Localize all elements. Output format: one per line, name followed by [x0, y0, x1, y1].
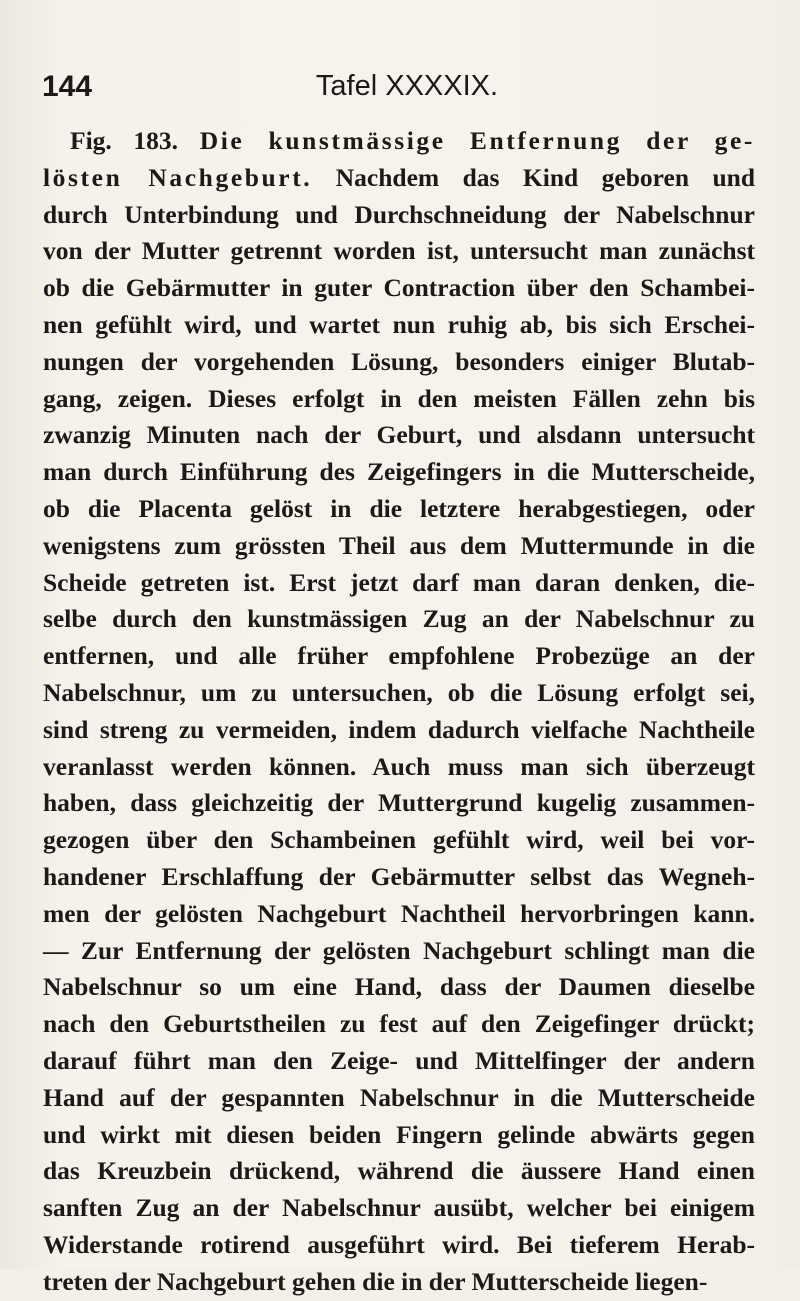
text-line: zwanzig Minuten nach der Geburt, und alsdann untersucht	[43, 420, 755, 450]
text-line: selbe durch den kunstmässigen Zug an der Nabelschnur zu	[43, 604, 755, 634]
text-line: das Kreuzbein drückend, während die äussere Hand einen	[43, 1156, 755, 1186]
text-line: gang, zeigen. Dieses erfolgt in den meisten Fällen zehn bis	[43, 383, 755, 413]
text-line: Nabelschnur so um eine Hand, dass der Daumen dieselbe	[43, 972, 755, 1002]
text-line: Nabelschnur, um zu untersuchen, ob die Lösung erfolgt sei,	[43, 677, 755, 707]
text-line: Widerstande rotirend ausgeführt wird. Bei tieferem Herab-	[43, 1229, 755, 1259]
text-line: und wirkt mit diesen beiden Fingern gelinde abwärts gegen	[43, 1119, 755, 1149]
text-line: darauf führt man den Zeige- und Mittelfinger der andern	[43, 1045, 755, 1075]
text-line: treten der Nachgeburt gehen die in der Mutterscheide liegen-	[43, 1266, 708, 1296]
text-line: nen gefühlt wird, und wartet nun ruhig ab, bis sich Erschei-	[43, 309, 755, 339]
text-line: gezogen über den Schambeinen gefühlt wird, weil bei vor-	[43, 825, 755, 855]
text-line: Scheide getreten ist. Erst jetzt darf man daran denken, die-	[43, 567, 755, 597]
text-line	[43, 123, 755, 160]
text-line: Hand auf der gespannten Nabelschnur in die Mutterscheide	[43, 1082, 755, 1112]
text-line: handener Erschlaffung der Gebärmutter selbst das Wegneh-	[43, 861, 755, 891]
text-line: von der Mutter getrennt worden ist, untersucht man zunächst	[43, 236, 755, 266]
text-line: wenigstens zum grössten Theil aus dem Muttermunde in die	[43, 530, 755, 560]
text-line: entfernen, und alle früher empfohlene Probezüge an der	[43, 641, 755, 671]
section-title-part-2: lösten Nachgeburt.	[43, 162, 313, 192]
running-title: Tafel XXXXIX.	[315, 70, 499, 102]
text-line: — Zur Entfernung der gelösten Nachgeburt schlingt man die	[43, 935, 755, 965]
text-line: veranlasst werden können. Auch muss man sich überzeugt	[43, 751, 755, 781]
text-line: ob die Gebärmutter in guter Contraction über den Schambei-	[43, 273, 755, 303]
text-line: man durch Einführung des Zeigefingers in die Mutterscheide,	[43, 457, 755, 487]
text-line: men der gelösten Nachgeburt Nachtheil hervorbringen kann.	[43, 898, 755, 928]
text-line: ob die Placenta gelöst in die letztere herabgestiegen, oder	[43, 493, 755, 523]
paragraph-figure-183	[43, 123, 755, 1301]
text-line: nach den Geburtstheilen zu fest auf den Zeigefinger drückt;	[43, 1009, 755, 1039]
page-header	[42, 70, 752, 110]
line-text: Nachdem das Kind geboren und	[335, 162, 756, 192]
text-line: sind streng zu vermeiden, indem dadurch vielfache Nachtheile	[43, 714, 755, 744]
section-title-part-1: Die kunstmässige Entfernung der ge-	[199, 126, 756, 155]
page-number: 144	[42, 70, 93, 103]
figure-label: Fig. 183.	[70, 126, 179, 155]
text-line: durch Unterbindung und Durchschneidung der Nabelschnur	[43, 199, 755, 229]
text-line: sanften Zug an der Nabelschnur ausübt, welcher bei einigem	[43, 1193, 755, 1223]
text-line	[43, 160, 755, 197]
text-line: nungen der vorgehenden Lösung, besonders einiger Blutab-	[43, 346, 755, 376]
text-line: haben, dass gleichzeitig der Muttergrund kugelig zusammen-	[43, 788, 755, 818]
